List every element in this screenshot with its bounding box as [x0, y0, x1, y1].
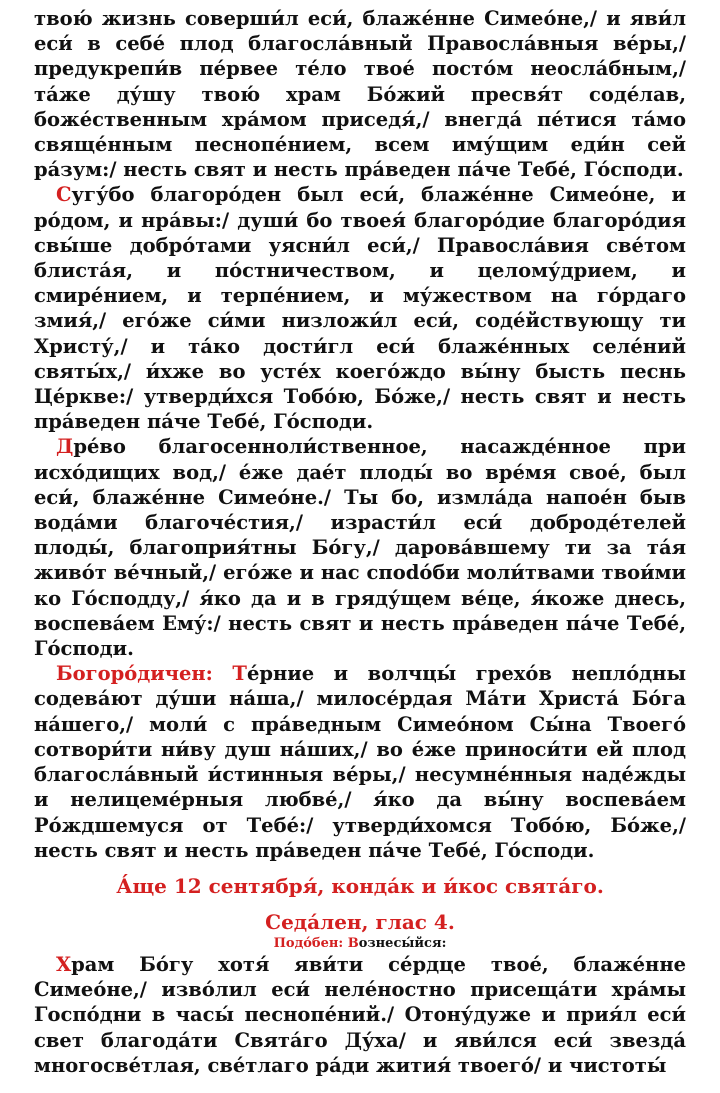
- verse-text: угу́бо благоро́ден был еси́, блаже́нне Симео́не, и ро́дом, и нра́вы:/ души́ бо твоея́ благоро́дие благоро́дия свы́ше добро́тами уясни́л еси́,/ Правосла́вия све́том блиста́я, и по́стничеством, и целому́дрием, и смире́нием, и терпе́нием, и му́жеством на го́рдаго змия́,/ его́же си́ми низложи́л еси́, соде́йствующу ти Христу́,/ и та́ко дости́гл еси́ блаже́нных селе́ний святы́х,/ и́хже во усте́х коего́ждо вы́ну бысть песнь Це́ркве:/ утверди́хся Тобо́ю, Бо́же,/ несть свят и несть пра́веден па́че Тебе́, Го́споди.: [34, 183, 686, 434]
- podoben-initial: В: [347, 935, 359, 951]
- verse-paragraph: [34, 434, 686, 661]
- section-heading: А́ще 12 сентября́, конда́к и и́кос свята́го.: [116, 873, 604, 898]
- drop-initial: Т: [232, 662, 247, 686]
- podoben-rest: ознесы́йся:: [358, 935, 447, 951]
- verse-text: ре́во благосеннoли́ственное, насажде́нное при исхо́дищих вод,/ е́же дае́т плоды́ во вре́мя свое́, был еси́, блаже́нне Симео́не./ Ты бо, измла́да напое́н быв вода́ми благоче́стия,/ израсти́л еси́ доброде́телей плоды́, благоприя́тны Бо́гу,/ дарова́вшему ти за та́я живо́т ве́чный,/ его́же и нас спodо́би моли́твами твои́ми ко Го́сподду,/ я́ко да и в гряду́щем ве́це, я́коже днесь, воспева́ем Ему́:/ несть свят и несть пра́веден па́че Тебе́, Го́споди.: [34, 435, 686, 661]
- theotokion-label: Богоро́дичен:: [56, 662, 233, 686]
- drop-initial: Х: [56, 952, 72, 976]
- drop-initial: Д: [56, 435, 74, 459]
- sedalen-heading: Седа́лен, глас 4.: [265, 909, 455, 934]
- verse-text: е́рние и волчцы́ грехо́в непло́дны содева́ют ду́ши на́ша,/ милосе́рдая Ма́ти Христа́ Бо́га на́шего,/ моли́ с пра́ведным Симео́ном Сы́на Твоего́ сотвори́ти ни́ву душ на́ших,/ во е́же приноси́ти ей плод благосла́вный и́стинныя ве́ры,/ несумне́нныя наде́жды и нелицеме́рныя любве́,/ я́ко да вы́ну воспева́ем Ро́ждшемуся от Тебе́:/ утверди́хомся Тобо́ю, Бо́же,/ несть свят и несть пра́веден па́че Тебе́, Го́споди.: [34, 662, 686, 862]
- theotokion-paragraph: [34, 661, 686, 863]
- verse-text: рам Бо́гу хотя́ яви́ти се́рдце твое́, блаже́нне Симео́не,/ изво́лил еси́ нелéностно присеща́ти хра́мы Госпо́дни в часы́ песнопе́ний./ Отону́дуже и прия́л еси́ свет благода́ти Свята́го Ду́ха/ и яви́лся еси́ звезда́ многосве́тлая, све́тлаго ра́ди жития́ твоего́/ и чистоты́: [34, 952, 686, 1077]
- verse-paragraph: [34, 952, 686, 1078]
- podoben-label: Подо́бен:: [273, 935, 348, 951]
- verse-paragraph: [34, 6, 686, 182]
- drop-initial: С: [56, 183, 72, 207]
- podoben-line: [34, 935, 686, 952]
- verse-paragraph: [34, 182, 686, 434]
- verse-text: твою́ жизнь соверши́л еси́, блаже́нне Симео́не,/ и яви́л еси́ в себе́ плод благосла́вный Правосла́вныя ве́ры,/ предукрепи́в пе́рвее те́ло твое́ посто́м неосла́бным,/ та́же ду́шу твою́ храм Бо́жий пресвя́т соде́лав, боже́ственным хра́мом приседя́,/ внегда́ пе́тися та́мо свяще́нным песнопе́нием, всем иму́щим еди́н сей ра́зум:/ несть свят и несть пра́веден па́че Тебе́, Го́споди.: [34, 7, 686, 182]
